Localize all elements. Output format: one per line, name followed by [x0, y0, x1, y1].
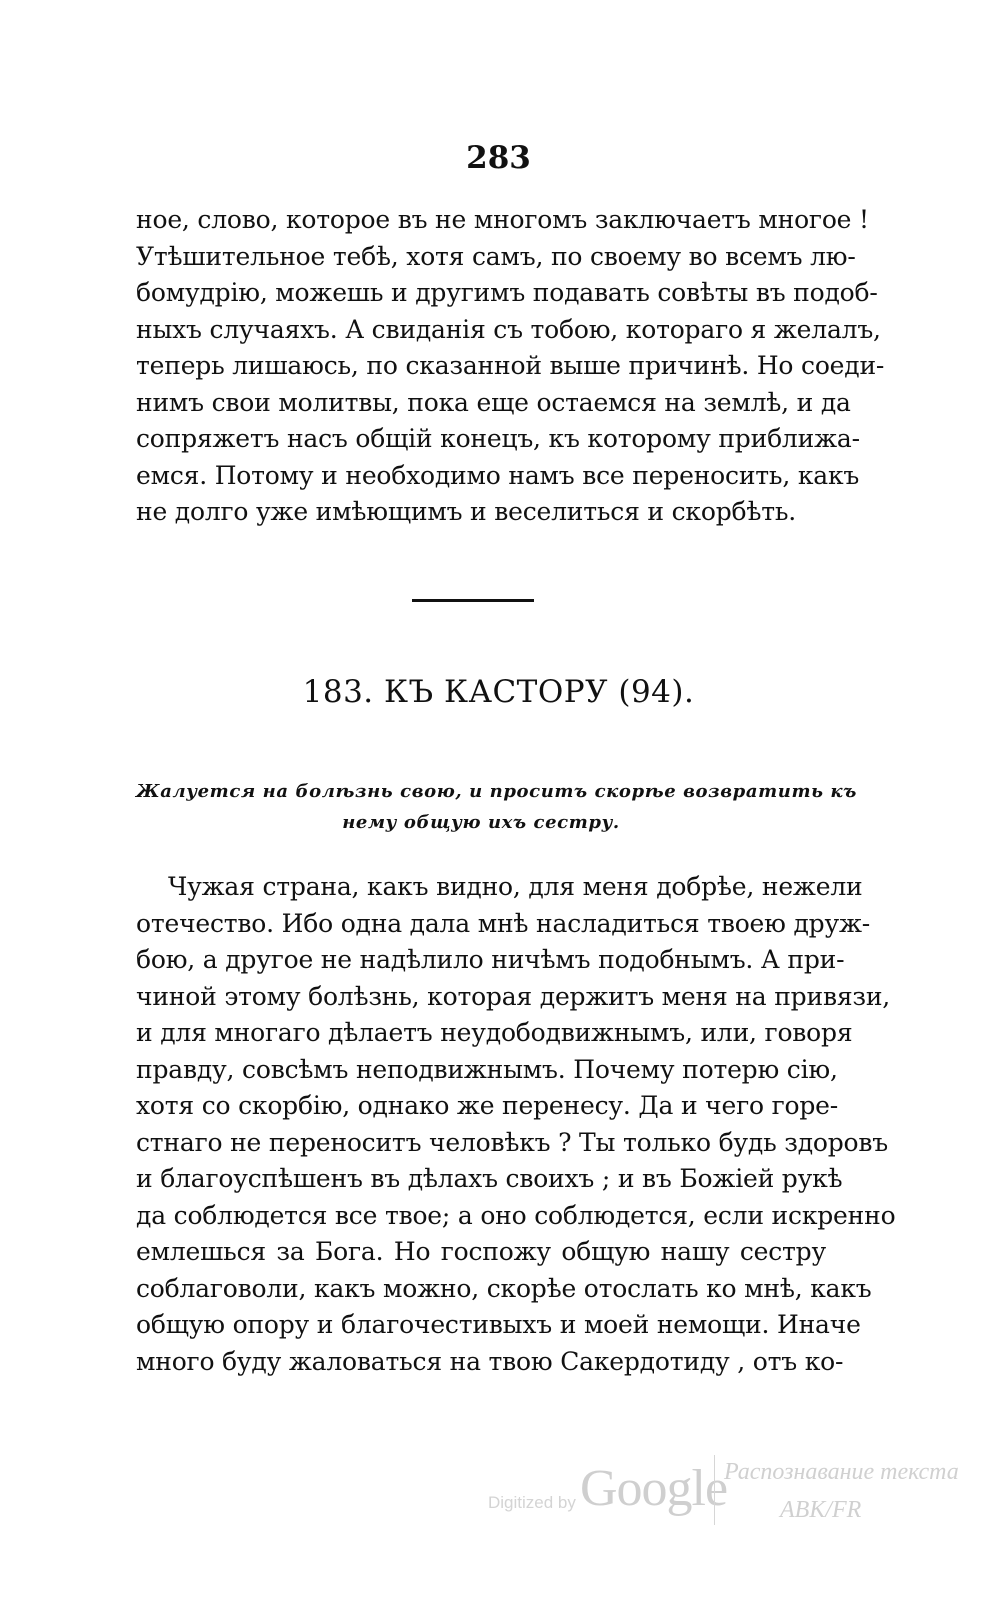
digitized-by-label: Digitized by: [488, 1493, 576, 1512]
text-line: чиной этому болѣзнь, которая держитъ меня на привязи,: [136, 981, 891, 1011]
text-line: правду, совсѣмъ неподвижнымъ. Почему потерю сiю,: [136, 1054, 838, 1084]
text-line: и благоуспѣшенъ въ дѣлахъ своихъ ; и въ Божiей рукѣ: [136, 1164, 843, 1193]
text-line: много буду жаловаться на твою Сакердотиду , отъ ко-: [136, 1346, 844, 1376]
text-line: ныхъ случаяхъ. А свиданiя съ тобою, котораго я желалъ,: [136, 314, 881, 344]
page-number: 283: [466, 140, 531, 176]
text-line: теперь лишаюсь, по сказанной выше причинѣ. Но соеди-: [136, 351, 885, 380]
letter-summary: [136, 776, 857, 838]
text-line: соблаговоли, какъ можно, скорѣе отослать ко мнѣ, какъ: [136, 1273, 872, 1303]
previous-letter-body: [136, 202, 885, 531]
text-line: и для многаго дѣлаетъ неудободвижнымъ, или, говоря: [136, 1018, 853, 1047]
text-line: общую опору и благочестивыхъ и моей немощи. Иначе: [136, 1310, 861, 1339]
text-line: нимъ свои молитвы, пока еще остаемся на землѣ, и да: [136, 387, 851, 417]
text-line: хотя со скорбiю, однако же перенесу. Да и чего горе-: [136, 1091, 838, 1120]
text-line: Утѣшительное тебѣ, хотя самъ, по своему во всемъ лю-: [136, 241, 856, 271]
letter-body: [136, 869, 896, 1380]
text-line: бомудрiю, можешь и другимъ подавать совѣты въ подоб-: [136, 278, 878, 307]
text-line: отечество. Ибо одна дала мнѣ насладиться твоею друж-: [136, 908, 871, 938]
text-line: да соблюдется все твое; а оно соблюдется, если искренно: [136, 1200, 896, 1230]
text-line: не долго уже имѣющимъ и веселиться и скорбѣть.: [136, 497, 797, 526]
text-line: ное, слово, которое въ не многомъ заключаетъ многое !: [136, 205, 869, 234]
summary-line: нему общую ихъ сестру.: [342, 812, 620, 833]
watermark-divider: [714, 1455, 715, 1525]
text-line: Чужая страна, какъ видно, для меня добрѣе, нежели: [168, 872, 863, 901]
text-line: емся. Потому и необходимо намъ все переносить, какъ: [136, 460, 860, 490]
google-logo: Google: [580, 1460, 728, 1517]
ocr-credit-signature: ABK/FR: [780, 1497, 862, 1523]
summary-line: Жалуется на болѣзнь свою, и проситъ скорѣе возвратить къ: [136, 781, 857, 802]
letter-title: 183. КЪ КАСТОРУ (94).: [302, 674, 695, 710]
section-divider: [412, 599, 534, 602]
text-line: емлешься за Бога. Но госпожу общую нашу сестру: [136, 1237, 826, 1266]
text-line: сопряжетъ насъ общiй конецъ, къ которому приближа-: [136, 424, 860, 453]
digitization-watermark: [480, 1445, 980, 1525]
ocr-credit-label: Распознавание текста: [724, 1459, 959, 1485]
text-line: бою, а другое не надѣлило ничѣмъ подобнымъ. А при-: [136, 945, 845, 974]
text-line: стнаго не переноситъ человѣкъ ? Ты только будь здоровъ: [136, 1127, 888, 1157]
